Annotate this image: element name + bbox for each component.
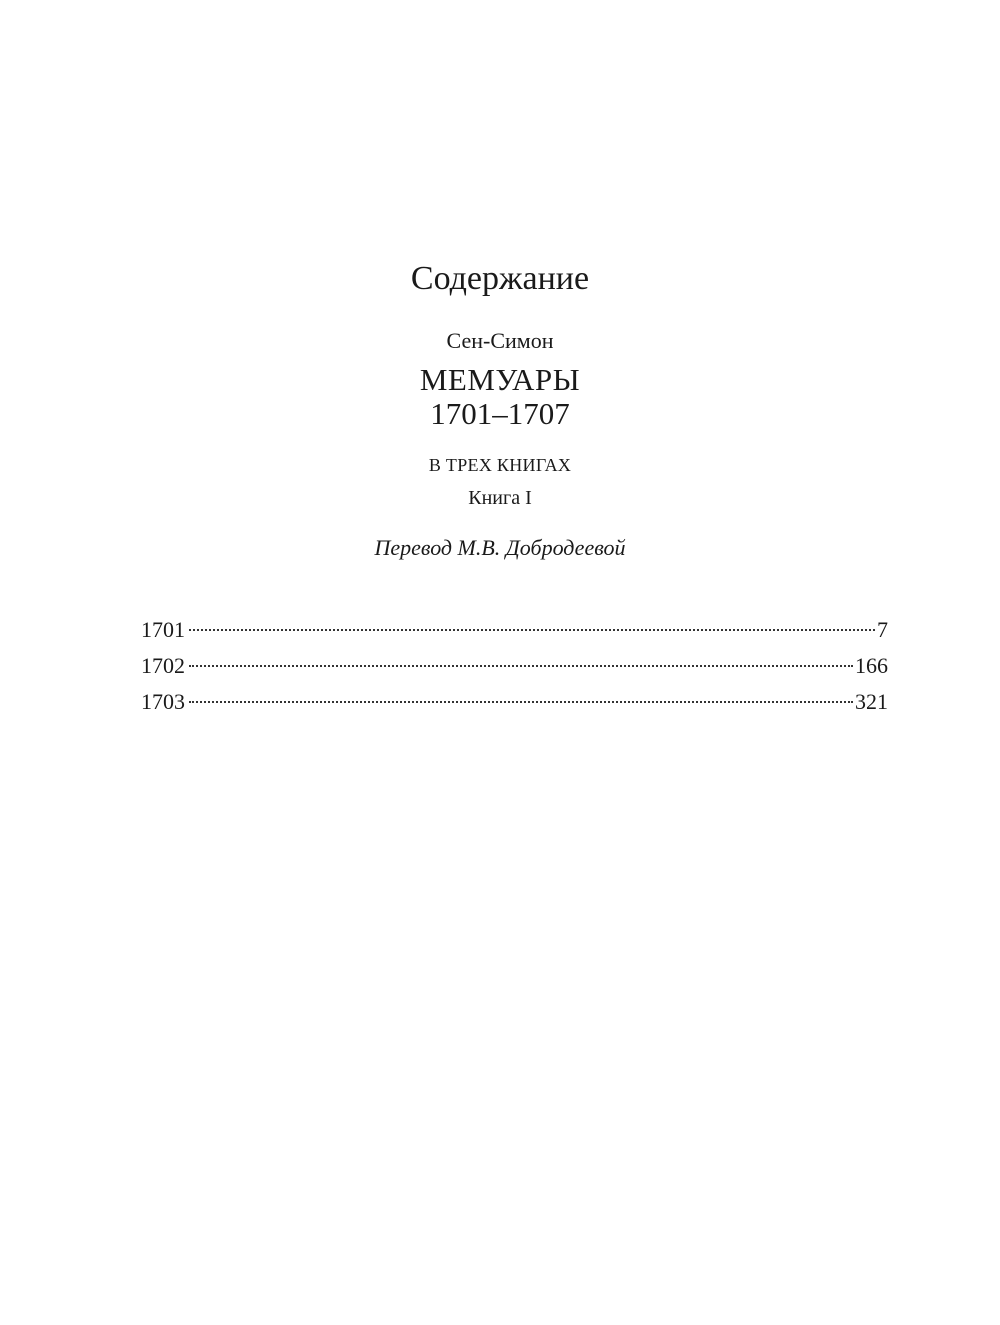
book-title: МЕМУАРЫ: [419, 362, 581, 397]
toc-entry-label: 1702: [141, 653, 185, 678]
book-number: Книга I: [468, 487, 532, 509]
translator-credit: Перевод М.В. Добродеевой: [374, 535, 626, 560]
book-years: 1701–1707: [430, 396, 570, 431]
toc-entry-page: 166: [855, 653, 888, 678]
toc-leader-dots: [189, 665, 853, 667]
toc-leader-dots: [189, 701, 853, 703]
toc-entry: [141, 684, 888, 720]
toc-entry: [141, 612, 888, 648]
toc-entry-page: 7: [877, 617, 888, 642]
volumes-note: В ТРЕХ КНИГАХ: [428, 455, 572, 475]
toc-entry: [141, 648, 888, 684]
toc-leader-dots: [189, 629, 875, 631]
page-heading: Содержание: [410, 260, 590, 297]
toc-entry-label: 1701: [141, 617, 185, 642]
table-of-contents: [141, 612, 888, 720]
author-name: Сен-Симон: [446, 328, 554, 353]
toc-entry-page: 321: [855, 689, 888, 714]
toc-entry-label: 1703: [141, 689, 185, 714]
